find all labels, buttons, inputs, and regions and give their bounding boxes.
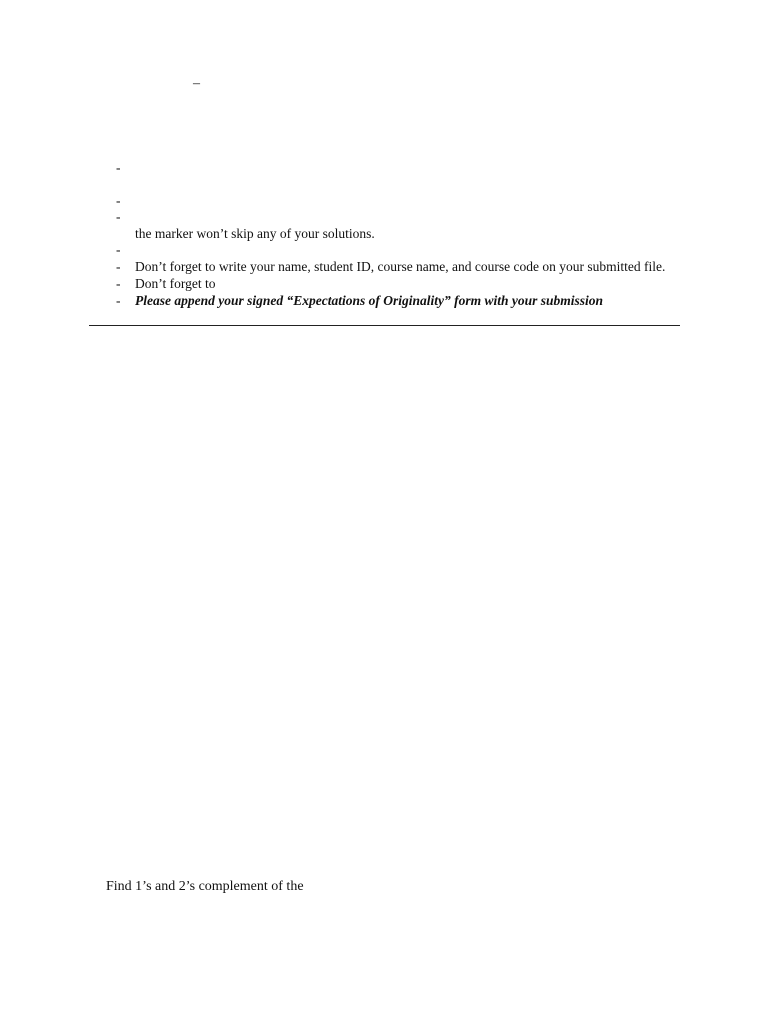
instruction-continuation: the marker won’t skip any of your solutions. <box>135 226 375 241</box>
horizontal-rule <box>89 325 680 326</box>
bullet-marker-5: - <box>116 259 121 274</box>
instruction-name-id: Don’t forget to write your name, student ID, course name, and course code on your submitted file. <box>135 259 666 274</box>
instruction-originality: Please append your signed “Expectations of Originality” form with your submission <box>135 293 604 308</box>
question-text: Find 1’s and 2’s complement of the <box>106 879 304 894</box>
instruction-dont-forget: Don’t forget to <box>135 276 216 291</box>
bullet-marker-4: - <box>116 242 121 257</box>
bullet-marker-7: - <box>116 293 121 308</box>
bullet-marker-6: - <box>116 276 121 291</box>
title-dash: – <box>193 76 200 91</box>
bullet-marker-1: - <box>116 160 121 175</box>
bullet-marker-2: - <box>116 193 121 208</box>
bullet-marker-3: - <box>116 209 121 224</box>
